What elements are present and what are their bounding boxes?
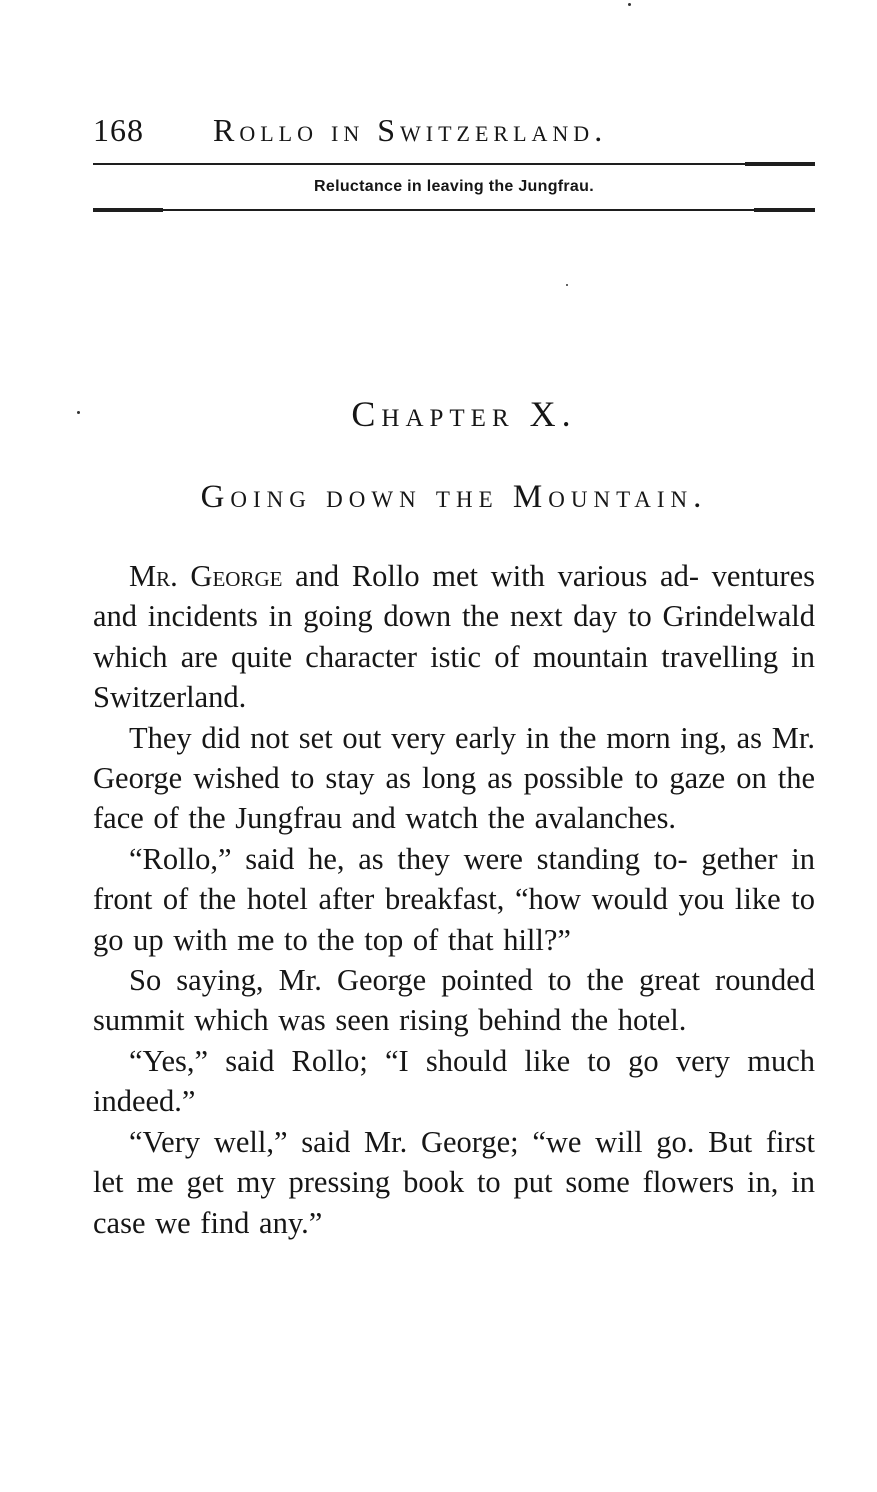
- header-rule-top: [93, 163, 815, 165]
- header-rule-bottom: [93, 209, 815, 211]
- chapter-body: [93, 556, 815, 1243]
- print-speck: [566, 284, 568, 286]
- chapter-number: Chapter X.: [351, 394, 577, 434]
- paragraph-1-text: and Rollo met with various ad- ventures and incidents in going down the next day to Grindelwald which are quite character istic of mountain travelling in Switzerland.: [93, 559, 815, 715]
- running-head: [93, 110, 813, 150]
- print-speck: [628, 3, 631, 6]
- paragraph-1-lead: Mr. George: [129, 559, 283, 593]
- paragraph-4: So saying, Mr. George pointed to the great rounded summit which was seen rising behind the hotel.: [93, 963, 815, 1038]
- chapter-title: Going down the Mountain.: [200, 479, 708, 515]
- paragraph-1: [93, 556, 815, 718]
- paragraph-3: “Rollo,” said he, as they were standing to- gether in front of the hotel after breakfast, “how would you like to go up with me to the top of that hill?”: [93, 841, 815, 957]
- page-number: 168: [93, 112, 144, 148]
- paragraph-6: “Very well,” said Mr. George; “we will go. But first let me get my pressing book to put some flowers in, in case we find any.”: [93, 1124, 815, 1240]
- paragraph-5: “Yes,” said Rollo; “I should like to go very much indeed.”: [93, 1043, 815, 1119]
- header-rule-top-thick: [745, 162, 815, 166]
- page-subheading: Reluctance in leaving the Jungfrau.: [314, 178, 594, 195]
- paragraph-2: They did not set out very early in the morn ing, as Mr. George wished to stay as long as possible to gaze on the face of the Jungfrau and watch the avalanches.: [93, 720, 815, 836]
- running-title: Rollo in Switzerland.: [213, 112, 608, 148]
- header-rule-bottom-thick-right: [754, 208, 815, 212]
- header-rule-bottom-thick-left: [93, 208, 163, 212]
- print-speck: [77, 411, 80, 414]
